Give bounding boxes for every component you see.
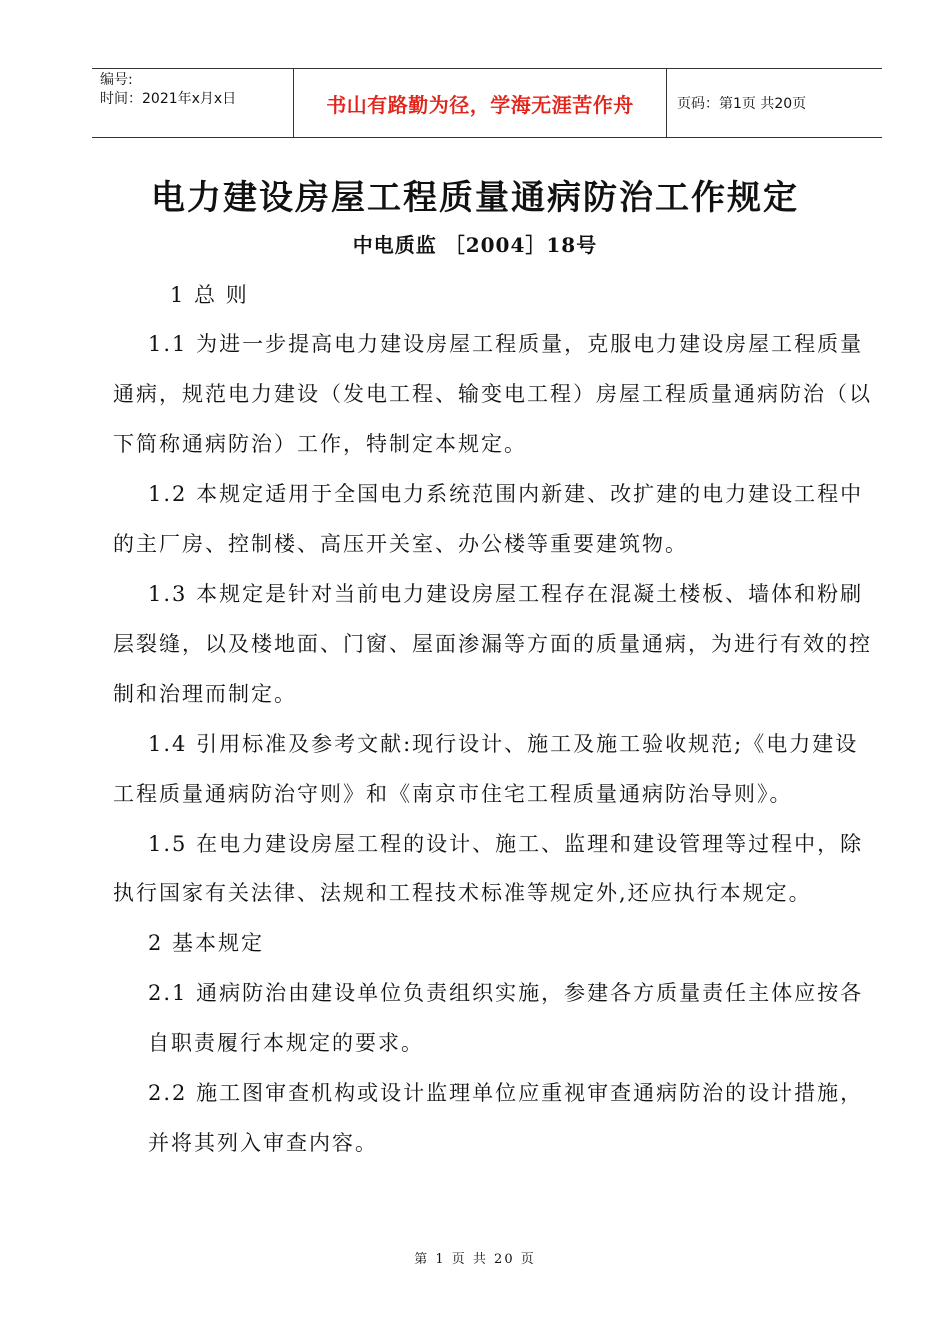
paragraph-line: 下简称通病防治）工作，特制定本规定。	[113, 432, 527, 456]
paragraph-line: 制和治理而制定。	[113, 682, 297, 706]
paragraph-line: 执行国家有关法律、法规和工程技术标准等规定外,还应执行本规定。	[113, 881, 812, 905]
paragraph-line: 层裂缝，以及楼地面、门窗、屋面渗漏等方面的质量通病，为进行有效的控	[113, 632, 872, 656]
paragraph-line: 1.4 引用标准及参考文献:现行设计、施工及施工验收规范;《电力建设	[148, 732, 859, 756]
paragraph-line: 1.3 本规定是针对当前电力建设房屋工程存在混凝土楼板、墙体和粉刷	[148, 582, 864, 606]
header-page-info: 页码：第1页 共20页	[677, 96, 807, 112]
paragraph-line: 的主厂房、控制楼、高压开关室、办公楼等重要建筑物。	[113, 532, 688, 556]
paragraph-line: 1.5 在电力建设房屋工程的设计、施工、监理和建设管理等过程中，除	[148, 832, 864, 856]
document-subtitle: 中电质监 ［2004］18号	[352, 233, 598, 257]
section-heading-2: 2 基本规定	[148, 931, 265, 955]
paragraph-line: 1.2 本规定适用于全国电力系统范围内新建、改扩建的电力建设工程中	[148, 482, 864, 506]
paragraph-line: 工程质量通病防治守则》和《南京市住宅工程质量通病防治导则》。	[113, 782, 793, 806]
header-motto: 书山有路勤为径，学海无涯苦作舟	[294, 69, 667, 137]
time-label: 时间：2021年x月x日	[100, 91, 237, 107]
page-header	[92, 68, 882, 138]
document-title: 电力建设房屋工程质量通病防治工作规定	[151, 178, 799, 218]
paragraph-line: 1.1 为进一步提高电力建设房屋工程质量，克服电力建设房屋工程质量	[148, 332, 864, 356]
paragraph-line: 并将其列入审查内容。	[148, 1131, 378, 1155]
section-heading-1: 1 总 则	[170, 283, 249, 307]
header-meta	[92, 69, 294, 137]
page-footer: 第 1 页 共 20 页	[414, 1252, 536, 1267]
paragraph-line: 2.2 施工图审查机构或设计监理单位应重视审查通病防治的设计措施，	[148, 1081, 864, 1105]
paragraph-line: 通病，规范电力建设（发电工程、输变电工程）房屋工程质量通病防治（以	[113, 382, 872, 406]
paragraph-line: 自职责履行本规定的要求。	[148, 1031, 424, 1055]
code-label: 编号:	[100, 72, 133, 88]
paragraph-line: 2.1 通病防治由建设单位负责组织实施，参建各方质量责任主体应按各	[148, 981, 864, 1005]
